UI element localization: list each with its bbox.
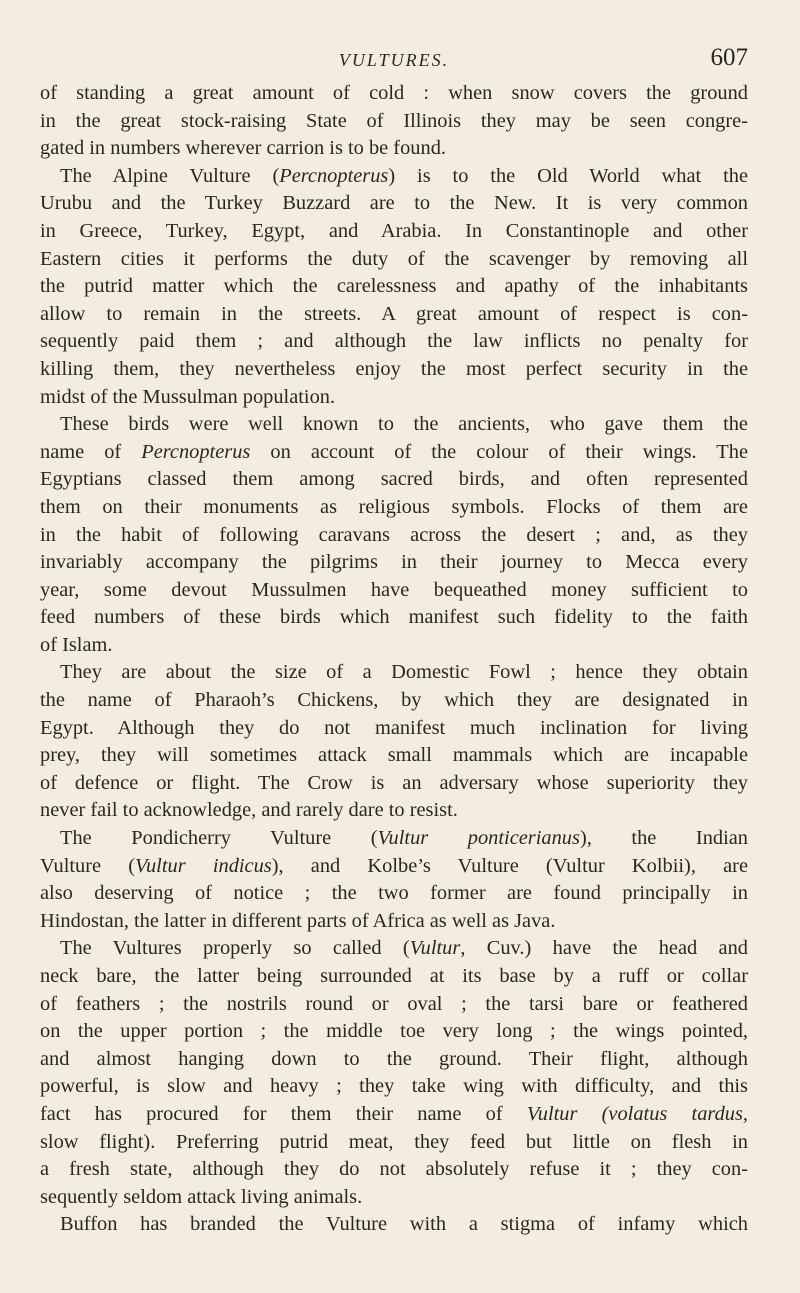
text-line: and almost hanging down to the ground. Their flight, although xyxy=(40,1047,748,1070)
text-line: invariably accompany the pilgrims in their journey to Mecca every xyxy=(40,551,748,574)
text-fragment: The Pondicherry Vulture ( xyxy=(60,827,378,850)
text-fragment: , Cuv.) have the head and xyxy=(460,937,748,960)
text-line: slow flight). Preferring putrid meat, they feed but little on flesh in xyxy=(40,1130,748,1153)
italic-taxon: Vultur xyxy=(409,937,461,960)
text-line: Eastern cities it performs the duty of the scavenger by removing all xyxy=(40,247,748,270)
italic-taxon: Vultur ponticerianus xyxy=(377,827,580,850)
text-line: on the upper portion ; the middle toe very long ; the wings pointed, xyxy=(40,1020,748,1043)
text-line: Egypt. Although they do not manifest much inclination for living xyxy=(40,716,748,739)
text-line: prey, they will sometimes attack small mammals which are incapable xyxy=(40,744,748,767)
text-line: never fail to acknowledge, and rarely dare to resist. xyxy=(40,799,458,822)
text-line: midst of the Mussulman population. xyxy=(40,385,336,408)
running-title: VULTURES. xyxy=(338,50,450,70)
page-header xyxy=(40,0,748,72)
text-line: neck bare, the latter being surrounded at its base by a ruff or collar xyxy=(40,965,748,987)
text-line: Egyptians classed them among sacred birds, and often represented xyxy=(40,468,748,491)
text-fragment: ) is to the Old World what the xyxy=(388,164,748,187)
italic-taxon: Vultur (volatus tardus, xyxy=(526,1102,748,1125)
text-line: of standing a great amount of cold : when snow covers the ground xyxy=(40,82,748,104)
text-line: also deserving of notice ; the two former are found principally in xyxy=(40,882,748,905)
text-fragment: The Alpine Vulture ( xyxy=(60,164,280,187)
text-fragment: fact has procured for them their name of xyxy=(40,1102,527,1125)
text-line: of defence or flight. The Crow is an adversary whose superiority they xyxy=(40,771,748,794)
text-line: Hindostan, the latter in different parts of Africa as well as Java. xyxy=(40,909,556,932)
text-line xyxy=(40,163,748,191)
italic-taxon: Vultur indicus xyxy=(135,854,272,877)
text-line: the putrid matter which the carelessness and apathy of the inhabitants xyxy=(40,275,748,298)
text-line xyxy=(40,853,748,881)
text-line: allow to remain in the streets. A great amount of respect is con- xyxy=(40,302,748,325)
text-line: Urubu and the Turkey Buzzard are to the New. It is very common xyxy=(40,192,748,215)
text-fragment: The Vultures properly so called ( xyxy=(60,937,410,960)
text-line: These birds were well known to the ancients, who gave them the xyxy=(60,413,748,436)
text-line: Buffon has branded the Vulture with a stigma of infamy which xyxy=(60,1213,748,1236)
text-fragment: name of xyxy=(40,440,142,463)
text-fragment: Vulture ( xyxy=(40,854,136,877)
text-line xyxy=(40,825,748,853)
text-line: They are about the size of a Domestic Fowl ; hence they obtain xyxy=(60,661,748,684)
text-line: gated in numbers wherever carrion is to be found. xyxy=(40,137,446,160)
text-line: in the habit of following caravans across the desert ; and, as they xyxy=(40,523,748,546)
text-line: sequently paid them ; and although the law inflicts no penalty for xyxy=(40,330,748,353)
text-line xyxy=(40,439,748,467)
text-line: of Islam. xyxy=(40,633,113,656)
text-line xyxy=(40,1101,748,1129)
italic-taxon: Percnopterus xyxy=(141,440,251,463)
text-line: in Greece, Turkey, Egypt, and Arabia. In Constantinople and other xyxy=(40,219,748,242)
text-line: in the great stock-raising State of Illinois they may be seen congre- xyxy=(40,109,748,132)
text-fragment: on account of the colour of their wings. The xyxy=(250,440,748,463)
text-line: feed numbers of these birds which manifest such fidelity to the faith xyxy=(40,606,748,629)
text-line: powerful, is slow and heavy ; they take wing with difficulty, and this xyxy=(40,1075,748,1098)
italic-taxon: Percnopterus xyxy=(279,164,389,187)
text-line: year, some devout Mussulmen have bequeathed money sufficient to xyxy=(40,578,748,601)
text-line: a fresh state, although they do not absolutely refuse it ; they con- xyxy=(40,1158,748,1181)
page-number: 607 xyxy=(710,44,748,71)
text-line: them on their monuments as religious symbols. Flocks of them are xyxy=(40,495,748,518)
text-fragment: ), the Indian xyxy=(579,827,748,850)
text-fragment: ), and Kolbe’s Vulture (Vultur Kolbii), are xyxy=(271,854,748,877)
text-line xyxy=(40,935,748,963)
text-line: sequently seldom attack living animals. xyxy=(40,1185,363,1208)
text-line: killing them, they nevertheless enjoy the most perfect security in the xyxy=(40,357,748,380)
text-line: the name of Pharaoh’s Chickens, by which they are designated in xyxy=(40,689,748,712)
body-text xyxy=(40,80,748,1239)
text-line: of feathers ; the nostrils round or oval ; the tarsi bare or feathered xyxy=(40,992,748,1015)
